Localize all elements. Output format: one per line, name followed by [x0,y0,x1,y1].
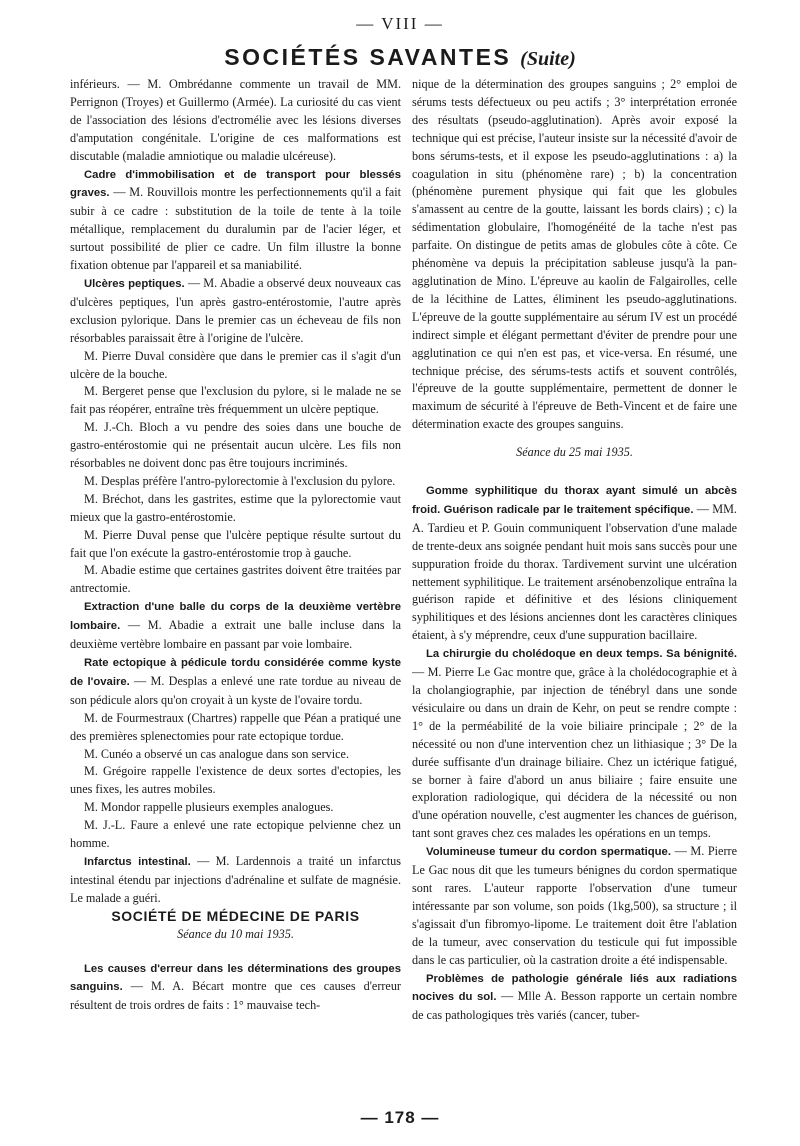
article-heading: Cadre d'immobilisation et de transport pour blessés graves. [70,168,401,200]
paragraph [70,598,401,654]
article-heading: La chirurgie du cholédoque en deux temps. Sa bénignité. [426,648,737,661]
paragraph: M. Desplas préfère l'antro-pylorectomie à l'exclusion du pylore. [84,473,396,488]
article-text: — MM. A. Tardieu et P. Gouin communiquent l'observation d'une malade de trente-deux ans soignée pendant huit mois sans succès pour une suppuration froide du thorax. Tardivement survint une ulcération nettement syphilitique. Le traitement arsénobenzolique entraîna la guérison rapide et définitive et des lésions cliniquement syphilitiques et des lésions anciennes dont les caractères cliniques étaient, à s'y méprendre, ceux d'une suppuration bacillaire. [412,501,737,643]
paragraph: M. Mondor rappelle plusieurs exemples analogues. [84,800,334,815]
paragraph: M. Bergeret pense que l'exclusion du pylore, si le malade ne se fait pas réopérer, entraîne très fréquemment un ulcère peptique. [70,384,401,417]
article-text: — M. Lardennois a traité un infarctus intestinal étendu par injections d'adrénaline et sulfate de magnésie. Le malade a guéri. [70,853,402,905]
article-text: — M. Pierre Le Gac montre que, grâce à la cholédocographie et à la cholangiographie, par injection de ténébryl dans une sonde vésiculaire ou dans un drain de Kehr, on peut se rendre compte : 1° de la perméabilité de la voie biliaire principale ; 2° de la nécessité ou non d'une intervention chez un lithiasique ; 3° De la durée suffisante d'un drainage biliaire. Chez un ictérique fatigué, se borner à faire d'abord un anus biliaire ; faire ensuite une exploration radiologique, qui décidera de la nécessité ou non d'une opération nouvelle, c'est augmenter les chances de guérison, tant sont graves chez ces malades les opérations en un temps. [412,665,737,841]
paragraph [70,275,401,348]
article-text: — Mlle A. Besson rapporte un certain nombre de cas pathologiques très variés (cancer, tuber- [412,989,737,1023]
session-date: Séance du 25 mai 1935. [516,445,633,460]
article-heading: Infarctus intestinal. [84,855,191,868]
paragraph: nique de la détermination des groupes sanguins ; 2° emploi de sérums tests défectueux ou peu actifs ; 3° interprétation erronée des résultats (pseudo-agglutination). Après avoir exposé la technique qui est précise, l'auteur insiste sur la nécessité d'avoir de bons sérums-tests, et il expose les pseudo-agglutinations : a) la coagulation in situ (phénomène rare) ; b) la concentration (phénomène purement physique qui fait que les globules s'amassent au centre de la goutte, laissant les bords clairs) ; c) la sédimentation globulaire, l'homogénéité de la tache n'est pas parfaite. On distingue de petits amas de globules côte à côte. Ce phénomène va depuis la précipitation sableuse jusqu'à la pan-agglutination de Mino. L'épreuve au kaolin de Falgairolles, celle de la lécithine de Lattes, éliminent les pseudo-agglutinations. L'épreuve de la goutte supplémentaire au sérum IV est un procédé indirect simple et élégant permettant d'éviter de prendre pour une agglutination ce qui n'en est pas, et vice-versa. En résumé, une technique précise, des sérums-tests actifs et souvent contrôlés, l'épreuve de la goutte supplémentaire, permettent de donner le maximum de sécurité à l'épreuve de Beth-Vincent et de faire une détermination exacte des groupes sanguins. [412,77,737,432]
paragraph: inférieurs. — M. Ombrédanne commente un travail de MM. Perrignon (Troyes) et Guillermo (Armée). La curiosité du cas vient de l'association des lésions d'ectromélie avec les lésions diverses d'amputation congénitale. L'origine de ces malformations est discutable (maladie amniotique ou maladie ulcéreuse). [70,77,401,163]
paragraph: M. de Fourmestraux (Chartres) rappelle que Péan a pratiqué une des premières splenectomies pour rate ectopique tordue. [70,710,401,743]
paragraph [412,645,737,843]
paragraph: M. Abadie estime que certaines gastrites doivent être traitées par antrectomie. [70,563,401,596]
society-heading: SOCIÉTÉ DE MÉDECINE DE PARIS [111,907,360,924]
article-heading: Rate ectopique à pédicule tordu considérée comme kyste de l'ovaire. [70,657,401,688]
right-column [412,76,737,1025]
paragraph: M. J.-Ch. Bloch a vu pendre des soies dans une bouche de gastro-entérostomie qui ne présentait aucun ulcère. Les fils non résorbables ne doivent donc pas être toujours incriminés. [70,420,401,471]
session-date: Séance du 10 mai 1935. [177,926,294,941]
paragraph [412,843,737,969]
paragraph [412,970,737,1026]
paragraph: M. J.-L. Faure a enlevé une rate ectopique pelvienne chez un homme. [70,818,401,851]
article-heading: Ulcères peptiques. [84,277,185,290]
article-text: — M. Desplas a enlevé une rate tordue au niveau de son pédicule alors qu'on croyait à un kyste de l'ovaire tordu. [70,673,402,707]
article-heading: Volumineuse tumeur du cordon spermatique. [426,846,671,859]
article-text: — M. A. Bécart montre que ces causes d'erreur résultent de trois ordres de faits : 1° mauvaise tech- [70,979,401,1013]
article-heading: Extraction d'une balle du corps de la deuxième vertèbre lombaire. [70,601,401,633]
article-text: — M. Abadie a extrait une balle incluse dans la deuxième vertèbre lombaire en passant par voie lombaire. [70,618,401,652]
article-heading: Les causes d'erreur dans les déterminations des groupes sanguins. [70,962,401,994]
paragraph: M. Bréchot, dans les gastrites, estime que la pylorectomie vaut mieux que la gastro-entérostomie. [70,491,401,524]
article-text: — M. Rouvillois montre les perfectionnements qu'il a fait subir à ce cadre : substitution de la toile de tente à la toile métallique, remplacement du duralumin par de l'acier léger, et surtout possibilité de plier ce cadre. Un film illustre la bonne fixation obtenue par l'appareil et sa maniabilité. [70,185,401,273]
folio-number: — 178 — [360,1108,440,1127]
paragraph [70,853,401,908]
paragraph: M. Pierre Duval considère que dans le premier cas il s'agit d'un ulcère de la bouche. [70,348,401,381]
header-suite: (Suite) [520,48,576,70]
paragraph [70,166,401,275]
paragraph: M. Pierre Duval pense que l'ulcère peptique résulte surtout du fait que l'on exécute la gastro-entérostomie trop à gauche. [70,527,401,560]
paragraph: M. Grégoire rappelle l'existence de deux sortes d'ectopies, les unes fixes, les autres mobiles. [70,764,401,797]
article-heading: Problèmes de pathologie générale liés aux radiations nocives du sol. [412,972,737,1004]
paragraph [70,960,401,1016]
header-title: SOCIÉTÉS SAVANTES [224,44,512,70]
paragraph: M. Cunéo a observé un cas analogue dans son service. [84,746,350,761]
page-number: — VIII — [356,14,444,33]
paragraph [70,654,401,710]
article-text: — M. Pierre Le Gac nous dit que les tumeurs bénignes du cordon spermatique sont rares. L'auteur rapporte l'observation d'une tumeur intéressante par son volume, son poids (1kg,500), sa structure ; il s'agissait d'un fibromyo-lipome. Le traitement doit être l'ablation de la tumeur, avec conservation du testicule qui fut impossible dans le cas particulier, où la castration droite a été indispensable. [412,844,737,967]
article-text: — M. Abadie a observé deux nouveaux cas d'ulcères peptiques, l'un après gastro-entérostomie, l'autre après exclusion pylorique. Dans le premier cas un écheveau de fils non résorbables paraissait être à l'origine de l'ulcère. [70,275,401,345]
section-header [0,44,800,71]
left-column [70,76,401,1015]
article-heading: Gomme syphilitique du thorax ayant simulé un abcès froid. Guérison radicale par le traitement spécifique. [412,485,737,516]
paragraph [412,482,737,645]
